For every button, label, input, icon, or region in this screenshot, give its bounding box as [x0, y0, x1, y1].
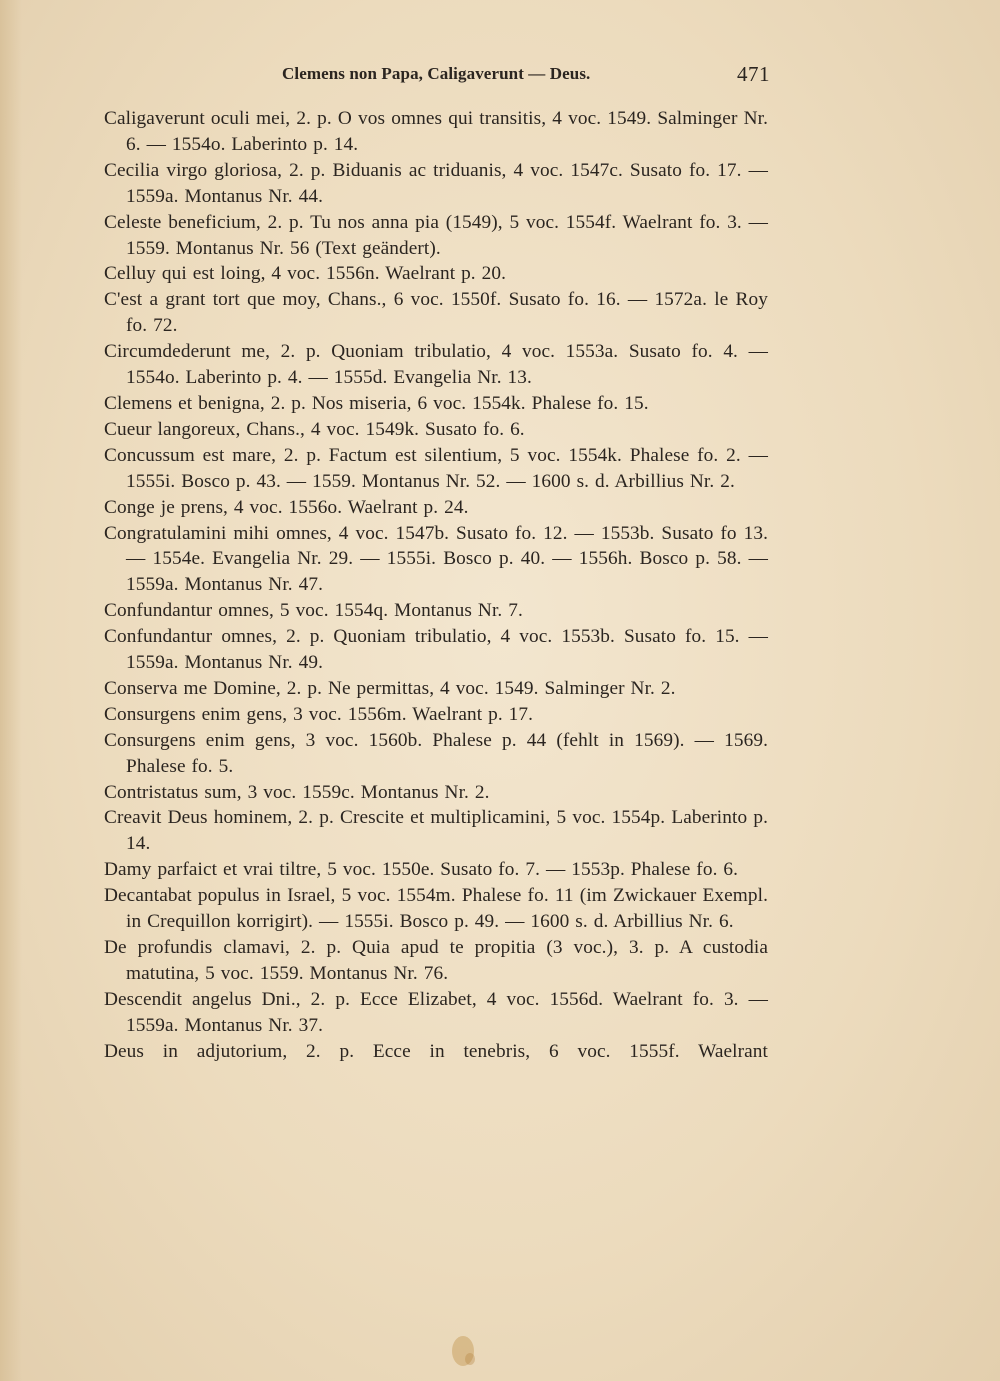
index-entry: Clemens et benigna, 2. p. Nos miseria, 6 voc. 1554k. Phalese fo. 15. — [104, 392, 649, 414]
index-entry: Conge je prens, 4 voc. 1556o. Waelrant p. 24. — [104, 496, 469, 518]
index-entry: Circumdederunt me, 2. p. Quoniam tribulatio, 4 voc. 1553a. Susato fo. 4. — 1554o. Laberinto p. 4. — 1555d. Evangelia Nr. 13. — [104, 341, 768, 389]
index-entry: Congratulamini mihi omnes, 4 voc. 1547b. Susato fo. 12. — 1553b. Susato fo 13. — 1554e. Evangelia Nr. 29. — 1555i. Bosco p. 40. — 1556h. Bosco p. 58. — 1559a. Montanus Nr. 47. — [104, 522, 768, 596]
paper-stain — [465, 1353, 475, 1365]
index-entry: Contristatus sum, 3 voc. 1559c. Montanus Nr. 2. — [104, 781, 490, 803]
index-entry: Damy parfaict et vrai tiltre, 5 voc. 1550e. Susato fo. 7. — 1553p. Phalese fo. 6. — [104, 859, 739, 881]
index-entries — [104, 106, 768, 1065]
index-entry: Deus in adjutorium, 2. p. Ecce in tenebris, 6 voc. 1555f. Waelrant — [104, 1040, 768, 1062]
index-entry: Consurgens enim gens, 3 voc. 1556m. Waelrant p. 17. — [104, 703, 534, 725]
index-entry: Consurgens enim gens, 3 voc. 1560b. Phalese p. 44 (fehlt in 1569). — 1569. Phalese fo. 5. — [104, 729, 768, 777]
index-entry: Celeste beneficium, 2. p. Tu nos anna pia (1549), 5 voc. 1554f. Waelrant fo. 3. — 1559. Montanus Nr. 56 (Text geändert). — [104, 211, 768, 259]
page-number: 471 — [737, 62, 770, 86]
index-entry: Conserva me Domine, 2. p. Ne permittas, 4 voc. 1549. Salminger Nr. 2. — [104, 677, 676, 699]
index-entry: Creavit Deus hominem, 2. p. Crescite et multiplicamini, 5 voc. 1554p. Laberinto p. 14. — [104, 807, 768, 855]
index-entry: C'est a grant tort que moy, Chans., 6 voc. 1550f. Susato fo. 16. — 1572a. le Roy fo. 72. — [104, 289, 768, 337]
index-entry: Decantabat populus in Israel, 5 voc. 1554m. Phalese fo. 11 (im Zwickauer Exempl. in Crequillon korrigirt). — 1555i. Bosco p. 49. — 1600 s. d. Arbillius Nr. 6. — [104, 885, 768, 933]
index-entry: Confundantur omnes, 5 voc. 1554q. Montanus Nr. 7. — [104, 600, 523, 622]
index-entry: Cueur langoreux, Chans., 4 voc. 1549k. Susato fo. 6. — [104, 418, 525, 440]
index-entry: Confundantur omnes, 2. p. Quoniam tribulatio, 4 voc. 1553b. Susato fo. 15. — 1559a. Montanus Nr. 49. — [104, 626, 768, 674]
index-entry: Cecilia virgo gloriosa, 2. p. Biduanis ac triduanis, 4 voc. 1547c. Susato fo. 17. — 1559a. Montanus Nr. 44. — [104, 159, 768, 207]
running-head — [100, 62, 770, 88]
index-entry: Caligaverunt oculi mei, 2. p. O vos omnes qui transitis, 4 voc. 1549. Salminger Nr. 6. — 1554o. Laberinto p. 14. — [104, 108, 768, 155]
index-entry: Concussum est mare, 2. p. Factum est silentium, 5 voc. 1554k. Phalese fo. 2. — 1555i. Bosco p. 43. — 1559. Montanus Nr. 52. — 1600 s. d. Arbillius Nr. 2. — [104, 444, 768, 492]
index-entry: Celluy qui est loing, 4 voc. 1556n. Waelrant p. 20. — [104, 263, 507, 285]
header-title: Clemens non Papa, Caligaverunt — Deus. — [282, 64, 591, 83]
index-entry: De profundis clamavi, 2. p. Quia apud te propitia (3 voc.), 3. p. A custodia matutina, 5 voc. 1559. Montanus Nr. 76. — [104, 937, 768, 984]
index-entry: Descendit angelus Dni., 2. p. Ecce Elizabet, 4 voc. 1556d. Waelrant fo. 3. — 1559a. Montanus Nr. 37. — [104, 988, 768, 1036]
